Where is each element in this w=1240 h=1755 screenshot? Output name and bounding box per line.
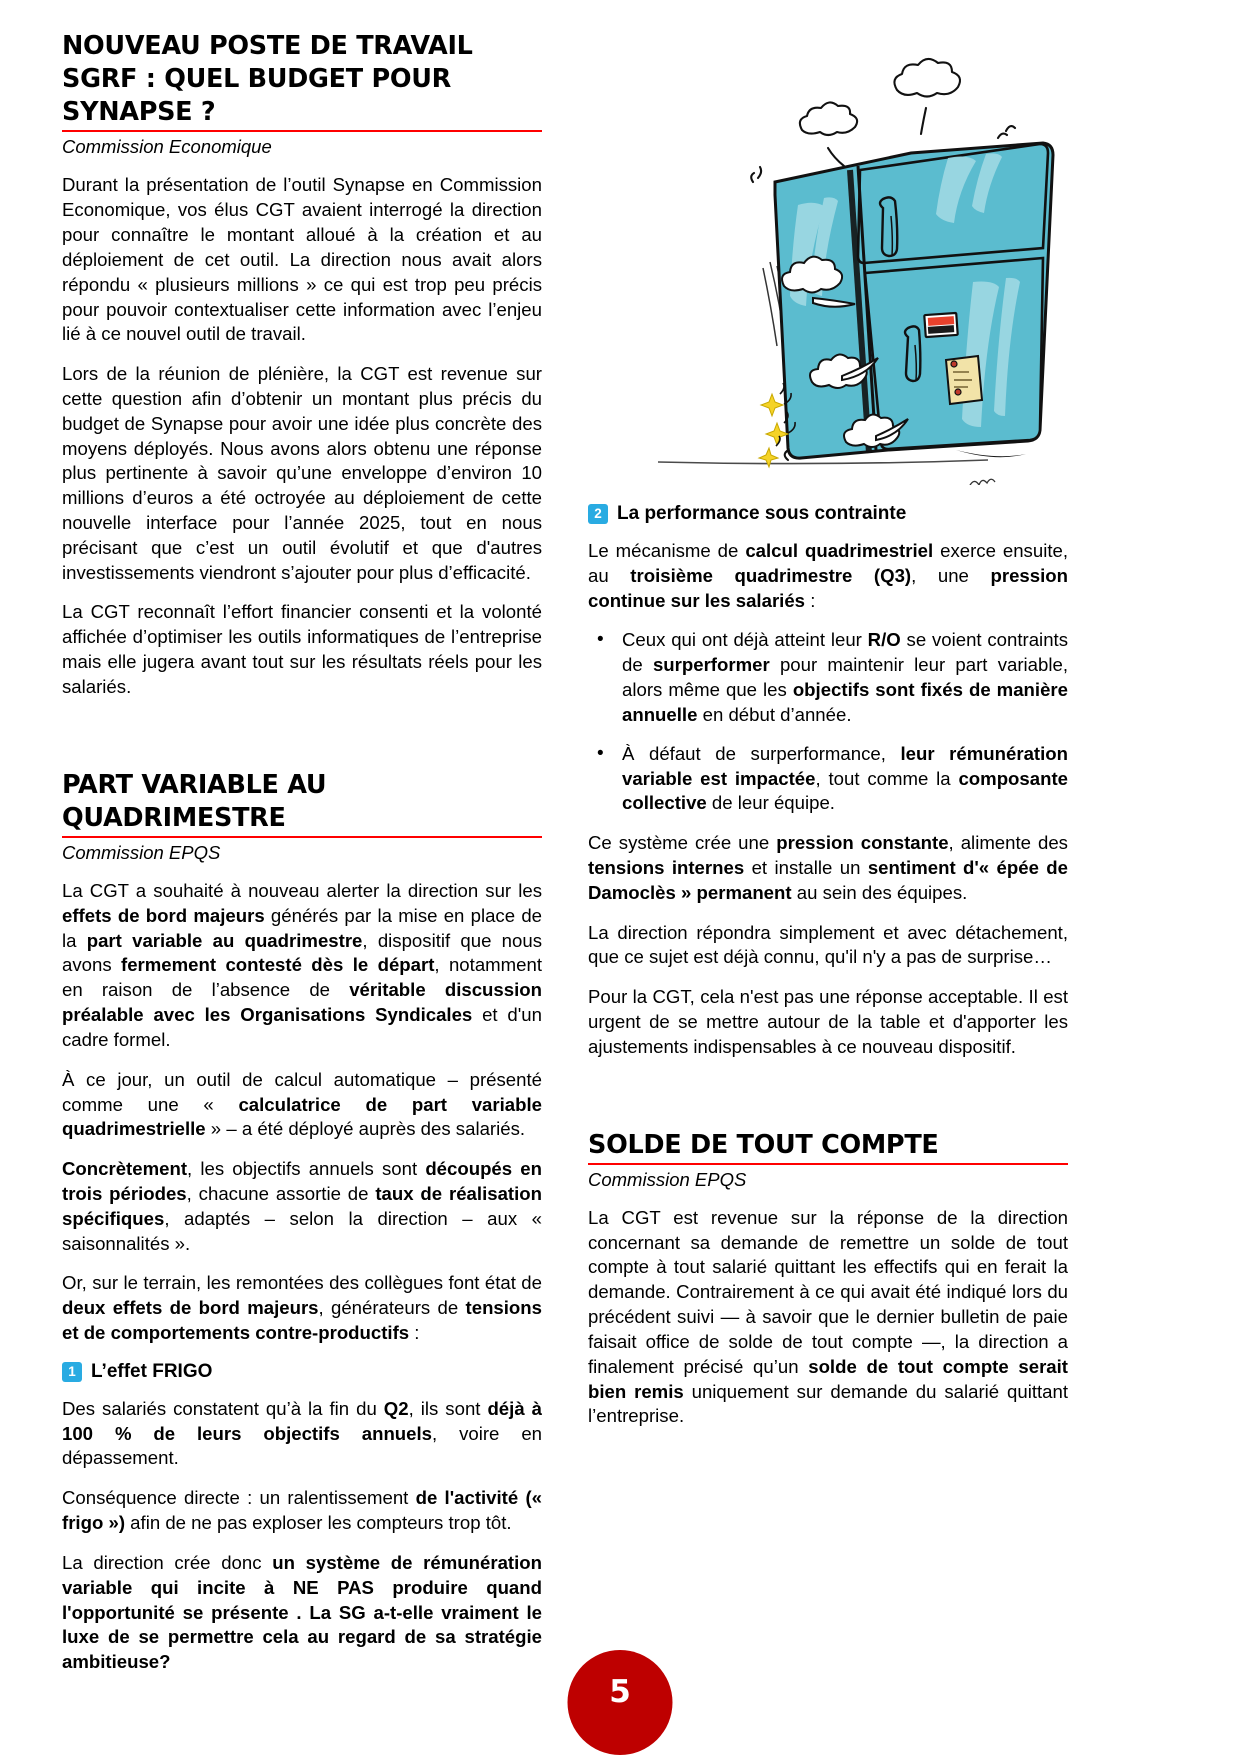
number-badge-2: 2 bbox=[588, 504, 608, 524]
numbered-heading-label: La performance sous contrainte bbox=[617, 503, 907, 524]
section-subtitle-commission-epqs: Commission EPQS bbox=[588, 1168, 747, 1190]
illustration-gap bbox=[588, 485, 1068, 503]
right-column bbox=[588, 30, 1068, 1429]
paragraph: La CGT reconnaît l’effort financier consenti et la volonté affichée d’optimiser les outils informatiques de l’entreprise mais elle jugera avant tout sur les résultats réels pour les salariés. bbox=[62, 601, 542, 697]
section-heading-part-variable: PART VARIABLE AU QUADRIMESTRE bbox=[62, 769, 542, 838]
section-gap bbox=[588, 1075, 1068, 1129]
section-subtitle-commission-epqs: Commission EPQS bbox=[62, 842, 221, 863]
numbered-heading-effet-frigo bbox=[62, 1361, 542, 1383]
paragraph: Concrètement, les objectifs annuels sont découpés en trois périodes, chacune assortie de taux de réalisation spécifiques, adaptés – selon la direction – aux « saisonnalités ». bbox=[62, 1158, 542, 1254]
paragraph: La CGT est revenue sur la réponse de la direction concernant sa demande de remettre un solde de tout compte à tout salarié quittant les effectifs qui en ferait la demande. Contrairement à ce qui avait été indiqué lors du précédent suivi — à savoir que le dernier bulletin de paie faisait office de solde de tout compte —, la direction a finalement précisé qu’un solde de tout compte serait bien remis uniquement sur demande du salarié quittant l’entreprise. bbox=[588, 1206, 1069, 1427]
left-column bbox=[62, 30, 542, 1675]
section-gap bbox=[62, 715, 542, 769]
paragraph: Durant la présentation de l’outil Synapse en Commission Economique, vos élus CGT avaient interrogé la direction pour connaître le montant alloué à la création et au déploiement de cet outil. La direction nous avait alors répondu « plusieurs millions » ce qui est trop peu précis pour pouvoir contextualiser cette information avec l’enjeu lié à ce nouvel outil de travail. bbox=[62, 174, 542, 345]
paragraph: Des salariés constatent qu’à la fin du Q2, ils sont déjà à 100 % de leurs objectifs annuels, voire en dépassement. bbox=[62, 1397, 543, 1469]
numbered-heading-performance bbox=[588, 503, 1068, 525]
refrigerator-illustration bbox=[588, 30, 1068, 485]
bullet-list bbox=[588, 628, 1068, 816]
paragraph: Conséquence directe : un ralentissement de l'activité (« frigo ») afin de ne pas exploser les compteurs trop tôt. bbox=[62, 1487, 542, 1534]
list-item: • Ceux qui ont déjà atteint leur R/O se voient contraints de surperformer pour maintenir leur part variable, alors même que les objectifs sont fixés de manière annuelle en début d’année. bbox=[588, 628, 1068, 727]
section-heading-solde-tout-compte: SOLDE DE TOUT COMPTE bbox=[588, 1129, 1068, 1165]
paragraph: Le mécanisme de calcul quadrimestriel exerce ensuite, au troisième quadrimestre (Q3), une pression continue sur les salariés : bbox=[588, 540, 1068, 611]
numbered-heading-label: L’effet FRIGO bbox=[91, 1360, 213, 1382]
paragraph: À ce jour, un outil de calcul automatique – présenté comme une « calculatrice de part variable quadrimestrielle » – a été déployé auprès des salariés. bbox=[62, 1068, 542, 1140]
paragraph: Lors de la réunion de plénière, la CGT est revenue sur cette question afin d’obtenir un montant plus précis du budget de Synapse pour avoir une idée plus concrète des moyens déployés. Nous avons alors obtenu une réponse plus pertinente à savoir qu’une enveloppe d’environ 10 millions d’euros a été octroyée au déploiement de cette nouvelle interface pour l’année 2025, tout en nous précisant que c’est un outil évolutif et que d'autres investissements viendront s’ajouter pour plus d’efficacité. bbox=[62, 363, 542, 583]
section-heading-synapse: NOUVEAU POSTE DE TRAVAIL SGRF : QUEL BUDGET POUR SYNAPSE ? bbox=[62, 30, 542, 132]
number-badge-1: 1 bbox=[62, 1362, 82, 1382]
page-number-badge bbox=[568, 1650, 673, 1755]
paragraph: Pour la CGT, cela n'est pas une réponse acceptable. Il est urgent de se mettre autour de la table et d'apporter les ajustements indispensables à ce nouveau dispositif. bbox=[588, 986, 1068, 1057]
page-number-label: 5 bbox=[609, 1674, 631, 1710]
paragraph: La direction répondra simplement et avec détachement, que ce sujet est déjà connu, qu'il n'y a pas de surprise… bbox=[588, 921, 1068, 968]
list-item: • À défaut de surperformance, leur rémunération variable est impactée, tout comme la composante collective de leur équipe. bbox=[588, 742, 1068, 816]
paragraph: La CGT a souhaité à nouveau alerter la direction sur les effets de bord majeurs générés par la mise en place de la part variable au quadrimestre, dispositif que nous avons fermement contesté dès le départ, notamment en raison de l’absence de véritable discussion préalable avec les Organisations Syndicales et d'un cadre formel. bbox=[62, 880, 543, 1050]
section-subtitle-commission-economique: Commission Economique bbox=[62, 136, 272, 158]
paragraph: La direction crée donc un système de rémunération variable qui incite à NE PAS produire quand l'opportunité se présente . La SG a-t-elle vraiment le luxe de se permettre cela au regard de sa stratégie ambitieuse? bbox=[62, 1551, 542, 1673]
paragraph: Or, sur le terrain, les remontées des collègues font état de deux effets de bord majeurs, générateurs de tensions et de comportements contre-productifs : bbox=[62, 1272, 542, 1344]
two-column-layout bbox=[62, 30, 1185, 1675]
paragraph: Ce système crée une pression constante, alimente des tensions internes et installe un sentiment d'« épée de Damoclès » permanent au sein des équipes. bbox=[588, 832, 1068, 903]
